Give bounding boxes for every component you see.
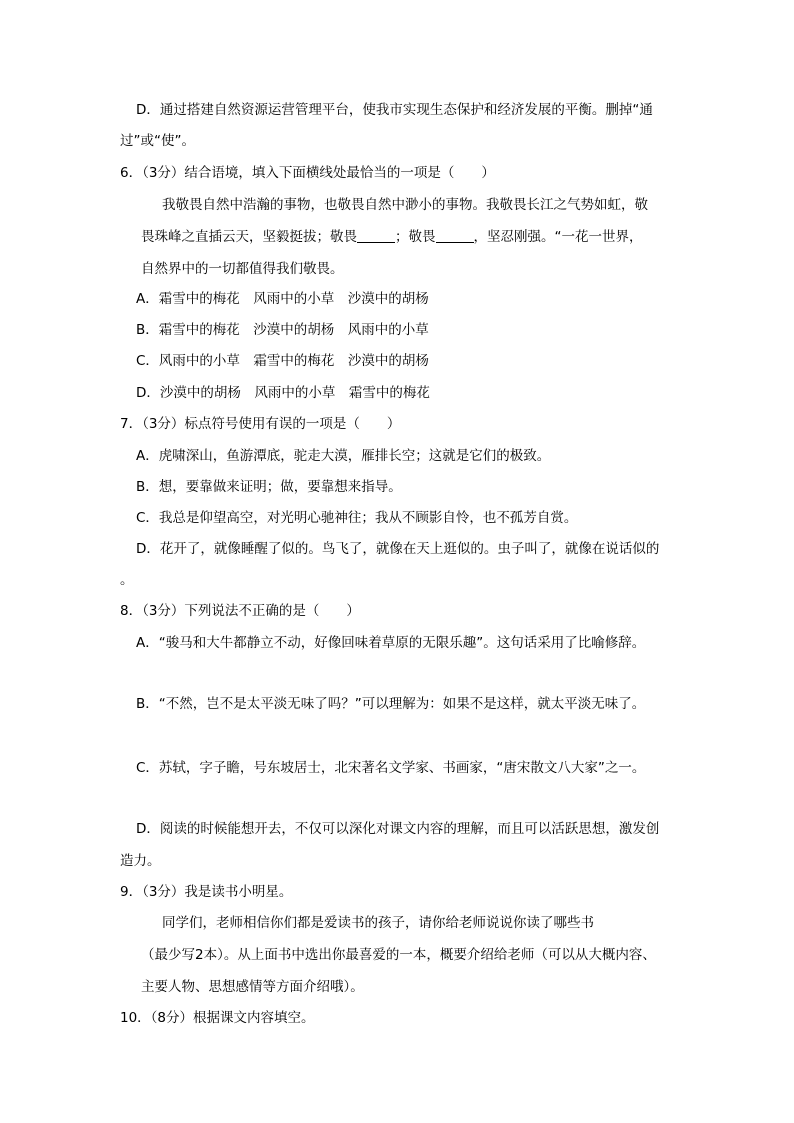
q6-passage-line2-c: ，坚忍刚强。“一花一世界， [473, 229, 643, 245]
q7-stem: 7．（3分）标点符号使用有误的一项是（ ） [120, 416, 401, 432]
q6-passage-line3: 自然界中的一切都值得我们敬畏。 [141, 261, 344, 277]
q6-option-c: C．风雨中的小草 霜雪中的梅花 沙漠中的胡杨 [136, 353, 429, 369]
q7-option-d: D．花开了，就像睡醒了似的。鸟飞了，就像在天上逛似的。虫子叫了，就像在说话似的 [136, 541, 660, 557]
q7-option-b: B．想，要靠做来证明；做，要靠想来指导。 [136, 479, 402, 495]
q8-option-d: D．阅读的时候能想开去，不仅可以深化对课文内容的理解，而且可以活跃思想，激发创 [136, 821, 660, 837]
q8-option-a: A．“骏马和大牛都静立不动，好像回味着草原的无限乐趣”。这句话采用了比喻修辞。 [136, 635, 646, 651]
q8-stem: 8．（3分）下列说法不正确的是（ ） [120, 603, 360, 619]
q6-passage-line1: 我敬畏自然中浩瀚的事物，也敬畏自然中渺小的事物。我敬畏长江之气势如虹，敬 [162, 197, 648, 213]
q6-stem: 6．（3分）结合语境，填入下面横线处最恰当的一项是（ ） [120, 165, 495, 181]
q6-blank-2 [436, 228, 474, 243]
q9-line3: 主要人物、思想感情等方面介绍哦）。 [141, 979, 364, 995]
q9-stem: 9．（3分）我是读书小明星。 [120, 884, 293, 900]
q7-option-c: C．我总是仰望高空，对光明心驰神往；我从不顾影自怜，也不孤芳自赏。 [136, 510, 578, 526]
q7-option-a: A．虎啸深山，鱼游潭底，驼走大漠，雁排长空；这就是它们的极致。 [136, 448, 551, 464]
q5-option-d-line2: 过”或“使”。 [120, 133, 195, 149]
q6-blank-1 [357, 228, 395, 243]
q8-option-b: B．“不然，岂不是太平淡无味了吗？”可以理解为：如果不是这样，就太平淡无味了。 [136, 696, 646, 712]
q6-option-a: A．霜雪中的梅花 风雨中的小草 沙漠中的胡杨 [136, 291, 429, 307]
q5-option-d-line1: D．通过搭建自然资源运营管理平台，使我市实现生态保护和经济发展的平衡。删掉“通 [136, 102, 653, 118]
q6-passage-line2 [141, 227, 643, 247]
q8-option-c: C．苏轼，字子瞻，号东坡居士，北宋著名文学家、书画家，“唐宋散文八大家”之一。 [136, 760, 646, 776]
q6-passage-line2-b: ；敬畏 [395, 229, 436, 245]
q7-option-d-tail: 。 [120, 572, 134, 588]
q8-option-d-tail: 造力。 [120, 853, 161, 869]
q6-option-d: D．沙漠中的胡杨 风雨中的小草 霜雪中的梅花 [136, 385, 430, 401]
q9-line1: 同学们，老师相信你们都是爱读书的孩子，请你给老师说说你读了哪些书 [162, 915, 594, 931]
q6-passage-line2-a: 畏珠峰之直插云天，坚毅挺拔；敬畏 [141, 229, 357, 245]
q10-stem: 10．（8分）根据课文内容填空。 [120, 1010, 315, 1026]
q9-line2: （最少写2本）。从上面书中选出你最喜爱的一本，概要介绍给老师（可以从大概内容、 [141, 947, 656, 963]
q6-option-b: B．霜雪中的梅花 沙漠中的胡杨 风雨中的小草 [136, 322, 429, 338]
